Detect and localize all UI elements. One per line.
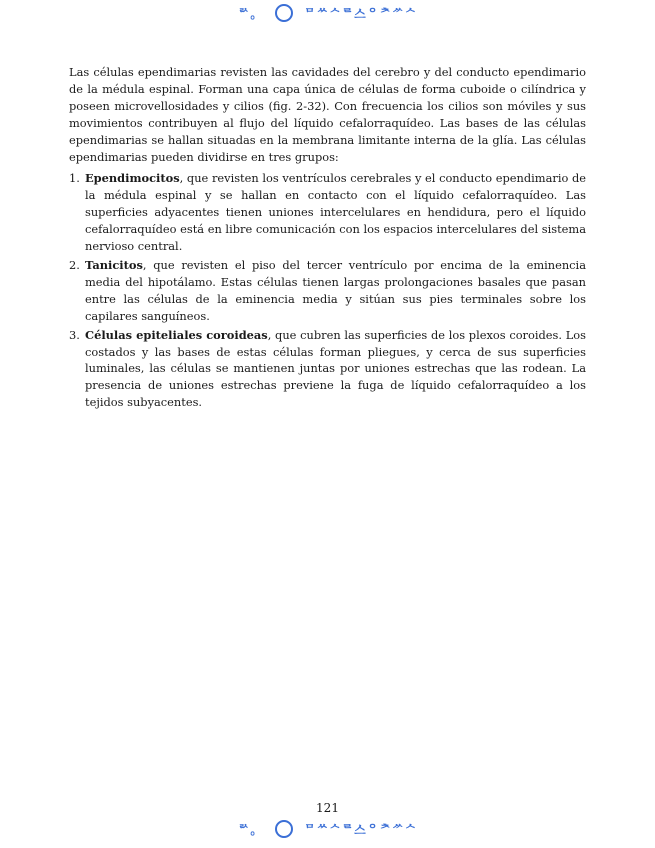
list-item-text: , que revisten los ventrículos cerebrales y el conducto ependimario de la médula espinal y se hallan en contacto con el líquido cefalorraquídeo. Las superficies adyacentes tienen uniones intercelulares en hendidura, pero el líquido cefalorraquídeo está en libre comunicación con los espacios intercelulares del sistema nervioso central. bbox=[85, 171, 586, 254]
list-item-term: Tanicitos bbox=[85, 257, 143, 272]
list-item bbox=[69, 170, 586, 255]
list-item-term: Células epiteliales coroideas bbox=[85, 327, 268, 342]
watermark-left-text: ᄅᄉ。 bbox=[237, 7, 264, 21]
list-item-term: Ependimocitos bbox=[85, 171, 180, 186]
list-item-number: 3. bbox=[69, 327, 80, 342]
circle-icon bbox=[275, 4, 293, 22]
list-item-text: , que cubren las superficies de los plexos coroides. Los costados y las bases de estas células forman pliegues, y cerca de sus superficies luminales, las células se mantienen juntas por uniones estrechas que las rodean. La presencia de uniones estrechas previene la fuga de líquido cefalorraquídeo a los tejidos subyacentes. bbox=[85, 327, 586, 410]
watermark-header bbox=[0, 4, 655, 22]
intro-paragraph: Las células ependimarias revisten las cavidades del cerebro y del conducto ependimario de la médula espinal. Forman una capa única de células de forma cuboide o cilíndrica y poseen microvellosidades y cilios (fig. 2-32). Con frecuencia los cilios son móviles y sus movimientos contribuyen al flujo del líquido cefalorraquídeo. Las bases de las células ependimarias se hallan situadas en la membrana limitante interna de la glía. Las células ependimarias pueden dividirse en tres grupos: bbox=[69, 65, 586, 164]
list-item bbox=[69, 257, 586, 325]
watermark-right-text: ᄆᄊᄉᄅ스ᄋᅔᄽᄉ bbox=[303, 823, 418, 837]
watermark-right-text: ᄆᄊᄉᄅ스ᄋᅔᄽᄉ bbox=[303, 7, 418, 21]
circle-icon bbox=[275, 820, 293, 838]
list-item bbox=[69, 327, 586, 412]
list-item-number: 2. bbox=[69, 257, 80, 272]
ependymal-groups-list bbox=[69, 170, 586, 411]
page-body bbox=[69, 64, 586, 413]
list-item-number: 1. bbox=[69, 171, 80, 186]
list-item-text: , que revisten el piso del tercer ventrículo por encima de la eminencia media del hipotálamo. Estas células tienen largas prolongaciones basales que pasan entre las células de la eminencia media y sitúan sus pies terminales sobre los capilares sanguíneos. bbox=[85, 257, 586, 323]
watermark-left-text: ᄅᄉ。 bbox=[237, 823, 264, 837]
watermark-footer bbox=[0, 820, 655, 838]
page-number: 121 bbox=[316, 801, 339, 815]
